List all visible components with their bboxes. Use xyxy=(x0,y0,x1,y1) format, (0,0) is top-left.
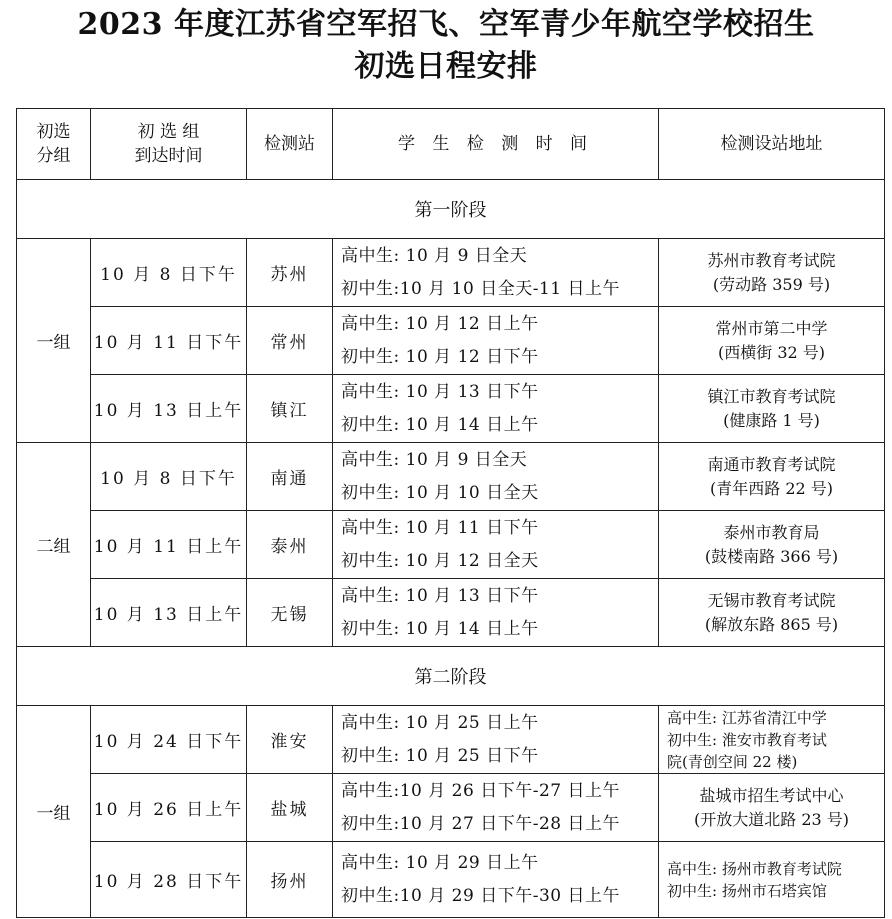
station-cell: 常州 xyxy=(247,307,333,375)
header-time: 学 生 检 测 时 间 xyxy=(333,109,659,180)
time-line: 初中生:10 月 10 日全天-11 日上午 xyxy=(341,278,620,299)
address-line: 初中生: 淮安市教育考试 xyxy=(667,730,827,749)
address-line: 苏州市教育考试院 xyxy=(707,250,836,270)
time-line: 初中生: 10 月 12 日下午 xyxy=(341,346,539,367)
time-cell xyxy=(333,774,659,842)
address-line: (解放东路 865 号) xyxy=(704,614,839,634)
address-cell xyxy=(659,307,885,375)
time-line: 高中生: 10 月 13 日下午 xyxy=(341,381,539,402)
address-line: 高中生: 扬州市教育考试院 xyxy=(667,859,842,878)
address-line: 初中生: 扬州市石塔宾馆 xyxy=(667,881,827,900)
arrival-cell: 10 月 8 日下午 xyxy=(91,239,247,307)
station-cell: 无锡 xyxy=(247,579,333,647)
table-row xyxy=(17,443,885,511)
schedule-table xyxy=(16,108,885,918)
time-cell xyxy=(333,239,659,307)
time-line: 初中生:10 月 27 日下午-28 日上午 xyxy=(341,813,620,834)
address-line: 镇江市教育考试院 xyxy=(707,386,836,406)
time-line: 高中生: 10 月 9 日全天 xyxy=(341,245,528,266)
address-cell xyxy=(659,706,885,774)
group-cell: 一组 xyxy=(17,706,91,918)
address-line: (开放大道北路 23 号) xyxy=(693,809,850,829)
time-line: 初中生: 10 月 25 日下午 xyxy=(341,745,539,766)
table-row xyxy=(17,307,885,375)
arrival-cell: 10 月 28 日下午 xyxy=(91,842,247,918)
address-line: 南通市教育考试院 xyxy=(707,454,836,474)
table-row xyxy=(17,511,885,579)
arrival-cell: 10 月 8 日下午 xyxy=(91,443,247,511)
arrival-cell: 10 月 24 日下午 xyxy=(91,706,247,774)
time-line: 高中生: 10 月 13 日下午 xyxy=(341,585,539,606)
time-cell xyxy=(333,511,659,579)
address-line: 高中生: 江苏省清江中学 xyxy=(667,708,827,727)
arrival-cell: 10 月 11 日上午 xyxy=(91,511,247,579)
arrival-cell: 10 月 13 日上午 xyxy=(91,375,247,443)
address-cell xyxy=(659,443,885,511)
time-cell xyxy=(333,307,659,375)
stage-label: 第一阶段 xyxy=(17,180,885,239)
address-cell xyxy=(659,511,885,579)
address-line: (劳动路 359 号) xyxy=(712,274,831,294)
stage-row xyxy=(17,180,885,239)
table-row xyxy=(17,239,885,307)
arrival-cell: 10 月 13 日上午 xyxy=(91,579,247,647)
time-cell xyxy=(333,842,659,918)
header-address: 检测设站地址 xyxy=(659,109,885,180)
table-row xyxy=(17,579,885,647)
address-line: (西横街 32 号) xyxy=(717,342,826,362)
address-line: 泰州市教育局 xyxy=(723,522,820,542)
table-header-row xyxy=(17,109,885,180)
arrival-cell: 10 月 11 日下午 xyxy=(91,307,247,375)
group-cell: 一组 xyxy=(17,239,91,443)
time-cell xyxy=(333,443,659,511)
time-cell xyxy=(333,579,659,647)
station-cell: 镇江 xyxy=(247,375,333,443)
time-line: 高中生: 10 月 29 日上午 xyxy=(341,852,539,873)
address-line: 无锡市教育考试院 xyxy=(707,590,836,610)
table-row xyxy=(17,774,885,842)
stage-label: 第二阶段 xyxy=(17,647,885,706)
address-line: 盐城市招生考试中心 xyxy=(699,785,844,805)
time-line: 初中生: 10 月 14 日上午 xyxy=(341,414,539,435)
address-cell xyxy=(659,842,885,918)
time-line: 高中生: 10 月 11 日下午 xyxy=(341,517,539,538)
address-cell xyxy=(659,375,885,443)
station-cell: 南通 xyxy=(247,443,333,511)
address-line: (鼓楼南路 366 号) xyxy=(704,546,839,566)
address-cell xyxy=(659,774,885,842)
time-line: 初中生: 10 月 14 日上午 xyxy=(341,618,539,639)
page-title: 2023 年度江苏省空军招飞、空军青少年航空学校招生 xyxy=(77,7,815,42)
header-group: 初选 分组 xyxy=(17,109,91,180)
table-row xyxy=(17,842,885,918)
header-station: 检测站 xyxy=(247,109,333,180)
address-line: 院(青创空间 22 楼) xyxy=(667,752,798,771)
time-line: 高中生: 10 月 12 日上午 xyxy=(341,313,539,334)
address-cell xyxy=(659,579,885,647)
table-row xyxy=(17,706,885,774)
stage-row xyxy=(17,647,885,706)
time-line: 高中生:10 月 26 日下午-27 日上午 xyxy=(341,780,620,801)
address-line: (青年西路 22 号) xyxy=(709,478,834,498)
station-cell: 扬州 xyxy=(247,842,333,918)
time-cell xyxy=(333,706,659,774)
address-line: 常州市第二中学 xyxy=(715,318,828,338)
station-cell: 盐城 xyxy=(247,774,333,842)
time-line: 初中生: 10 月 12 日全天 xyxy=(341,550,539,571)
time-line: 高中生: 10 月 25 日上午 xyxy=(341,712,539,733)
address-line: (健康路 1 号) xyxy=(723,410,820,430)
address-cell xyxy=(659,239,885,307)
time-line: 初中生:10 月 29 日下午-30 日上午 xyxy=(341,885,620,906)
station-cell: 泰州 xyxy=(247,511,333,579)
time-cell xyxy=(333,375,659,443)
time-line: 初中生: 10 月 10 日全天 xyxy=(341,482,539,503)
station-cell: 淮安 xyxy=(247,706,333,774)
header-arrival: 初 选 组 到达时间 xyxy=(91,109,247,180)
group-cell: 二组 xyxy=(17,443,91,647)
table-body xyxy=(17,180,885,918)
table-row xyxy=(17,375,885,443)
station-cell: 苏州 xyxy=(247,239,333,307)
page-subtitle: 初选日程安排 xyxy=(354,49,538,84)
arrival-cell: 10 月 26 日上午 xyxy=(91,774,247,842)
time-line: 高中生: 10 月 9 日全天 xyxy=(341,449,528,470)
